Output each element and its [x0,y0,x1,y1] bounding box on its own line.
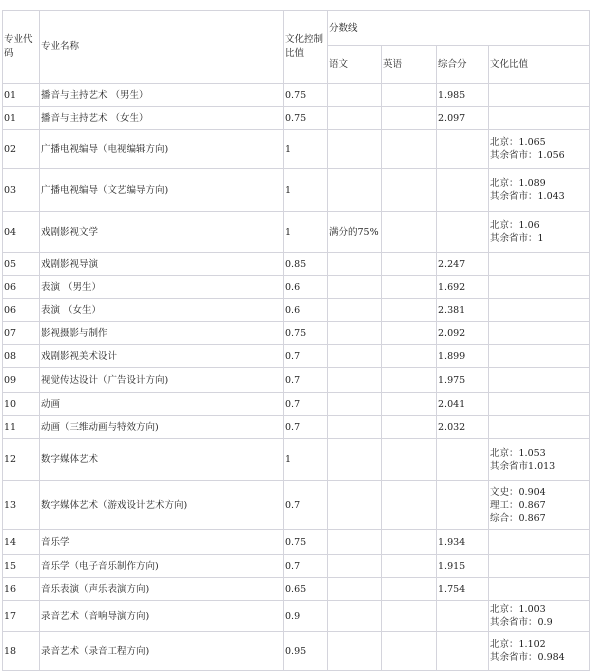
english-cell [382,169,437,212]
culture-ratio-cell [489,276,590,299]
chinese-cell [328,276,382,299]
composite-cell: 2.247 [437,253,489,276]
header-name: 专业名称 [40,11,284,84]
culture-ratio-line: 其余省市：0.9 [490,617,553,628]
culture-ratio-cell [489,299,590,322]
ratio-cell: 0.95 [284,632,328,671]
chinese-cell [328,253,382,276]
chinese-cell [328,530,382,555]
culture-ratio-line: 其余省市：0.984 [490,652,565,663]
header-score-line: 分数线 [328,11,590,46]
english-cell [382,632,437,671]
english-cell [382,578,437,601]
table-row [3,84,590,107]
english-cell [382,276,437,299]
culture-ratio-cell [489,169,590,212]
code-cell: 13 [3,481,40,530]
english-cell [382,416,437,439]
table-row [3,416,590,439]
table-row [3,107,590,130]
composite-cell: 2.032 [437,416,489,439]
culture-ratio-cell [489,212,590,253]
composite-cell [437,632,489,671]
english-cell [382,345,437,368]
culture-ratio-line: 其余省市：1 [490,233,544,244]
ratio-cell: 0.6 [284,276,328,299]
composite-cell: 1.975 [437,368,489,393]
ratio-cell: 0.7 [284,416,328,439]
ratio-cell: 0.85 [284,253,328,276]
composite-cell: 1.754 [437,578,489,601]
name-cell: 广播电视编导（文艺编导方向) [40,169,284,212]
code-cell: 01 [3,107,40,130]
name-cell: 广播电视编导（电视编辑方向) [40,130,284,169]
code-cell: 07 [3,322,40,345]
chinese-cell [328,107,382,130]
culture-ratio-line: 北京：1.065 [490,137,546,148]
name-cell: 视觉传达设计（广告设计方向) [40,368,284,393]
culture-ratio-line: 其余省市：1.056 [490,150,565,161]
composite-cell: 2.092 [437,322,489,345]
table-row [3,601,590,632]
ratio-cell: 0.75 [284,322,328,345]
composite-cell: 1.692 [437,276,489,299]
culture-ratio-cell [489,130,590,169]
chinese-cell [328,601,382,632]
english-cell [382,368,437,393]
composite-cell [437,212,489,253]
ratio-cell: 0.75 [284,530,328,555]
ratio-cell: 0.65 [284,578,328,601]
culture-ratio-cell [489,439,590,481]
culture-ratio-line: 理工：0.867 [490,499,546,511]
culture-ratio-cell [489,345,590,368]
english-cell [382,130,437,169]
chinese-cell [328,481,382,530]
code-cell: 18 [3,632,40,671]
chinese-cell [328,632,382,671]
table-row [3,555,590,578]
english-cell [382,481,437,530]
english-cell [382,530,437,555]
culture-ratio-cell [489,322,590,345]
culture-ratio-cell [489,393,590,416]
culture-ratio-cell [489,416,590,439]
chinese-cell [328,439,382,481]
chinese-cell [328,368,382,393]
ratio-cell: 1 [284,212,328,253]
name-cell: 影视摄影与制作 [40,322,284,345]
composite-cell [437,601,489,632]
header-row-top [3,11,590,46]
code-cell: 05 [3,253,40,276]
ratio-cell: 0.7 [284,345,328,368]
name-cell: 音乐学 [40,530,284,555]
culture-ratio-line: 北京：1.102 [490,639,546,650]
culture-ratio-cell [489,555,590,578]
composite-cell [437,481,489,530]
code-cell: 12 [3,439,40,481]
composite-cell [437,130,489,169]
composite-cell: 1.934 [437,530,489,555]
name-cell: 戏剧影视文学 [40,212,284,253]
chinese-cell [328,578,382,601]
chinese-cell [328,322,382,345]
name-cell: 播音与主持艺术 （男生） [40,84,284,107]
composite-cell [437,439,489,481]
name-cell: 戏剧影视美术设计 [40,345,284,368]
chinese-cell [328,416,382,439]
culture-ratio-cell [489,253,590,276]
english-cell [382,299,437,322]
code-cell: 08 [3,345,40,368]
table-row [3,481,590,530]
code-cell: 11 [3,416,40,439]
admission-score-table [2,10,590,671]
code-cell: 01 [3,84,40,107]
composite-cell: 2.097 [437,107,489,130]
culture-ratio-cell [489,578,590,601]
ratio-cell: 0.75 [284,107,328,130]
name-cell: 播音与主持艺术 （女生） [40,107,284,130]
ratio-cell: 1 [284,169,328,212]
culture-ratio-line: 文史：0.904 [490,486,546,498]
table-row [3,253,590,276]
name-cell: 录音艺术（音响导演方向) [40,601,284,632]
code-cell: 06 [3,299,40,322]
name-cell: 录音艺术（录音工程方向) [40,632,284,671]
table-row [3,345,590,368]
code-cell: 15 [3,555,40,578]
table-row [3,439,590,481]
ratio-cell: 0.7 [284,555,328,578]
table-row [3,299,590,322]
name-cell: 动画（三维动画与特效方向) [40,416,284,439]
chinese-cell [328,169,382,212]
english-cell [382,439,437,481]
english-cell [382,84,437,107]
chinese-cell: 满分的75% [328,212,382,253]
code-cell: 10 [3,393,40,416]
table-row [3,578,590,601]
header-code: 专业代码 [3,11,40,84]
table-row [3,322,590,345]
code-cell: 16 [3,578,40,601]
culture-ratio-line: 综合：0.867 [490,512,546,524]
english-cell [382,212,437,253]
ratio-cell: 0.75 [284,84,328,107]
code-cell: 17 [3,601,40,632]
culture-ratio-cell [489,481,590,530]
culture-ratio-cell [489,601,590,632]
table-row [3,632,590,671]
table-row [3,130,590,169]
culture-ratio-line: 北京：1.06 [490,220,540,231]
culture-ratio-cell [489,368,590,393]
name-cell: 表演 （女生） [40,299,284,322]
code-cell: 02 [3,130,40,169]
english-cell [382,253,437,276]
culture-ratio-cell [489,84,590,107]
english-cell [382,393,437,416]
culture-ratio-line: 其余省市1.013 [490,460,556,472]
composite-cell: 1.899 [437,345,489,368]
header-composite: 综合分 [437,46,489,84]
culture-ratio-cell [489,530,590,555]
english-cell [382,601,437,632]
code-cell: 09 [3,368,40,393]
code-cell: 03 [3,169,40,212]
name-cell: 数字媒体艺术 [40,439,284,481]
name-cell: 数字媒体艺术（游戏设计艺术方向) [40,481,284,530]
composite-cell: 2.041 [437,393,489,416]
ratio-cell: 0.7 [284,481,328,530]
table-row [3,393,590,416]
code-cell: 04 [3,212,40,253]
table-row [3,530,590,555]
english-cell [382,555,437,578]
culture-ratio-cell [489,107,590,130]
table-row [3,368,590,393]
ratio-cell: 0.6 [284,299,328,322]
culture-ratio-line: 北京：1.003 [490,604,546,615]
table-row [3,276,590,299]
table-row [3,169,590,212]
name-cell: 音乐学（电子音乐制作方向) [40,555,284,578]
ratio-cell: 0.9 [284,601,328,632]
culture-ratio-line: 其余省市：1.043 [490,191,565,202]
chinese-cell [328,393,382,416]
ratio-cell: 0.7 [284,393,328,416]
chinese-cell [328,130,382,169]
name-cell: 动画 [40,393,284,416]
english-cell [382,107,437,130]
header-culture-ratio: 文化比值 [489,46,590,84]
name-cell: 戏剧影视导演 [40,253,284,276]
culture-ratio-cell [489,632,590,671]
culture-ratio-line: 北京：1.089 [490,178,546,189]
chinese-cell [328,555,382,578]
chinese-cell [328,84,382,107]
chinese-cell [328,299,382,322]
chinese-cell [328,345,382,368]
code-cell: 06 [3,276,40,299]
english-cell [382,322,437,345]
header-ratio: 文化控制比值 [284,11,328,84]
header-chinese: 语文 [328,46,382,84]
name-cell: 音乐表演（声乐表演方向) [40,578,284,601]
code-cell: 14 [3,530,40,555]
ratio-cell: 1 [284,439,328,481]
header-english: 英语 [382,46,437,84]
composite-cell: 2.381 [437,299,489,322]
composite-cell [437,169,489,212]
table-row [3,212,590,253]
name-cell: 表演 （男生） [40,276,284,299]
composite-cell: 1.985 [437,84,489,107]
composite-cell: 1.915 [437,555,489,578]
ratio-cell: 0.7 [284,368,328,393]
culture-ratio-line: 北京：1.053 [490,447,546,459]
ratio-cell: 1 [284,130,328,169]
